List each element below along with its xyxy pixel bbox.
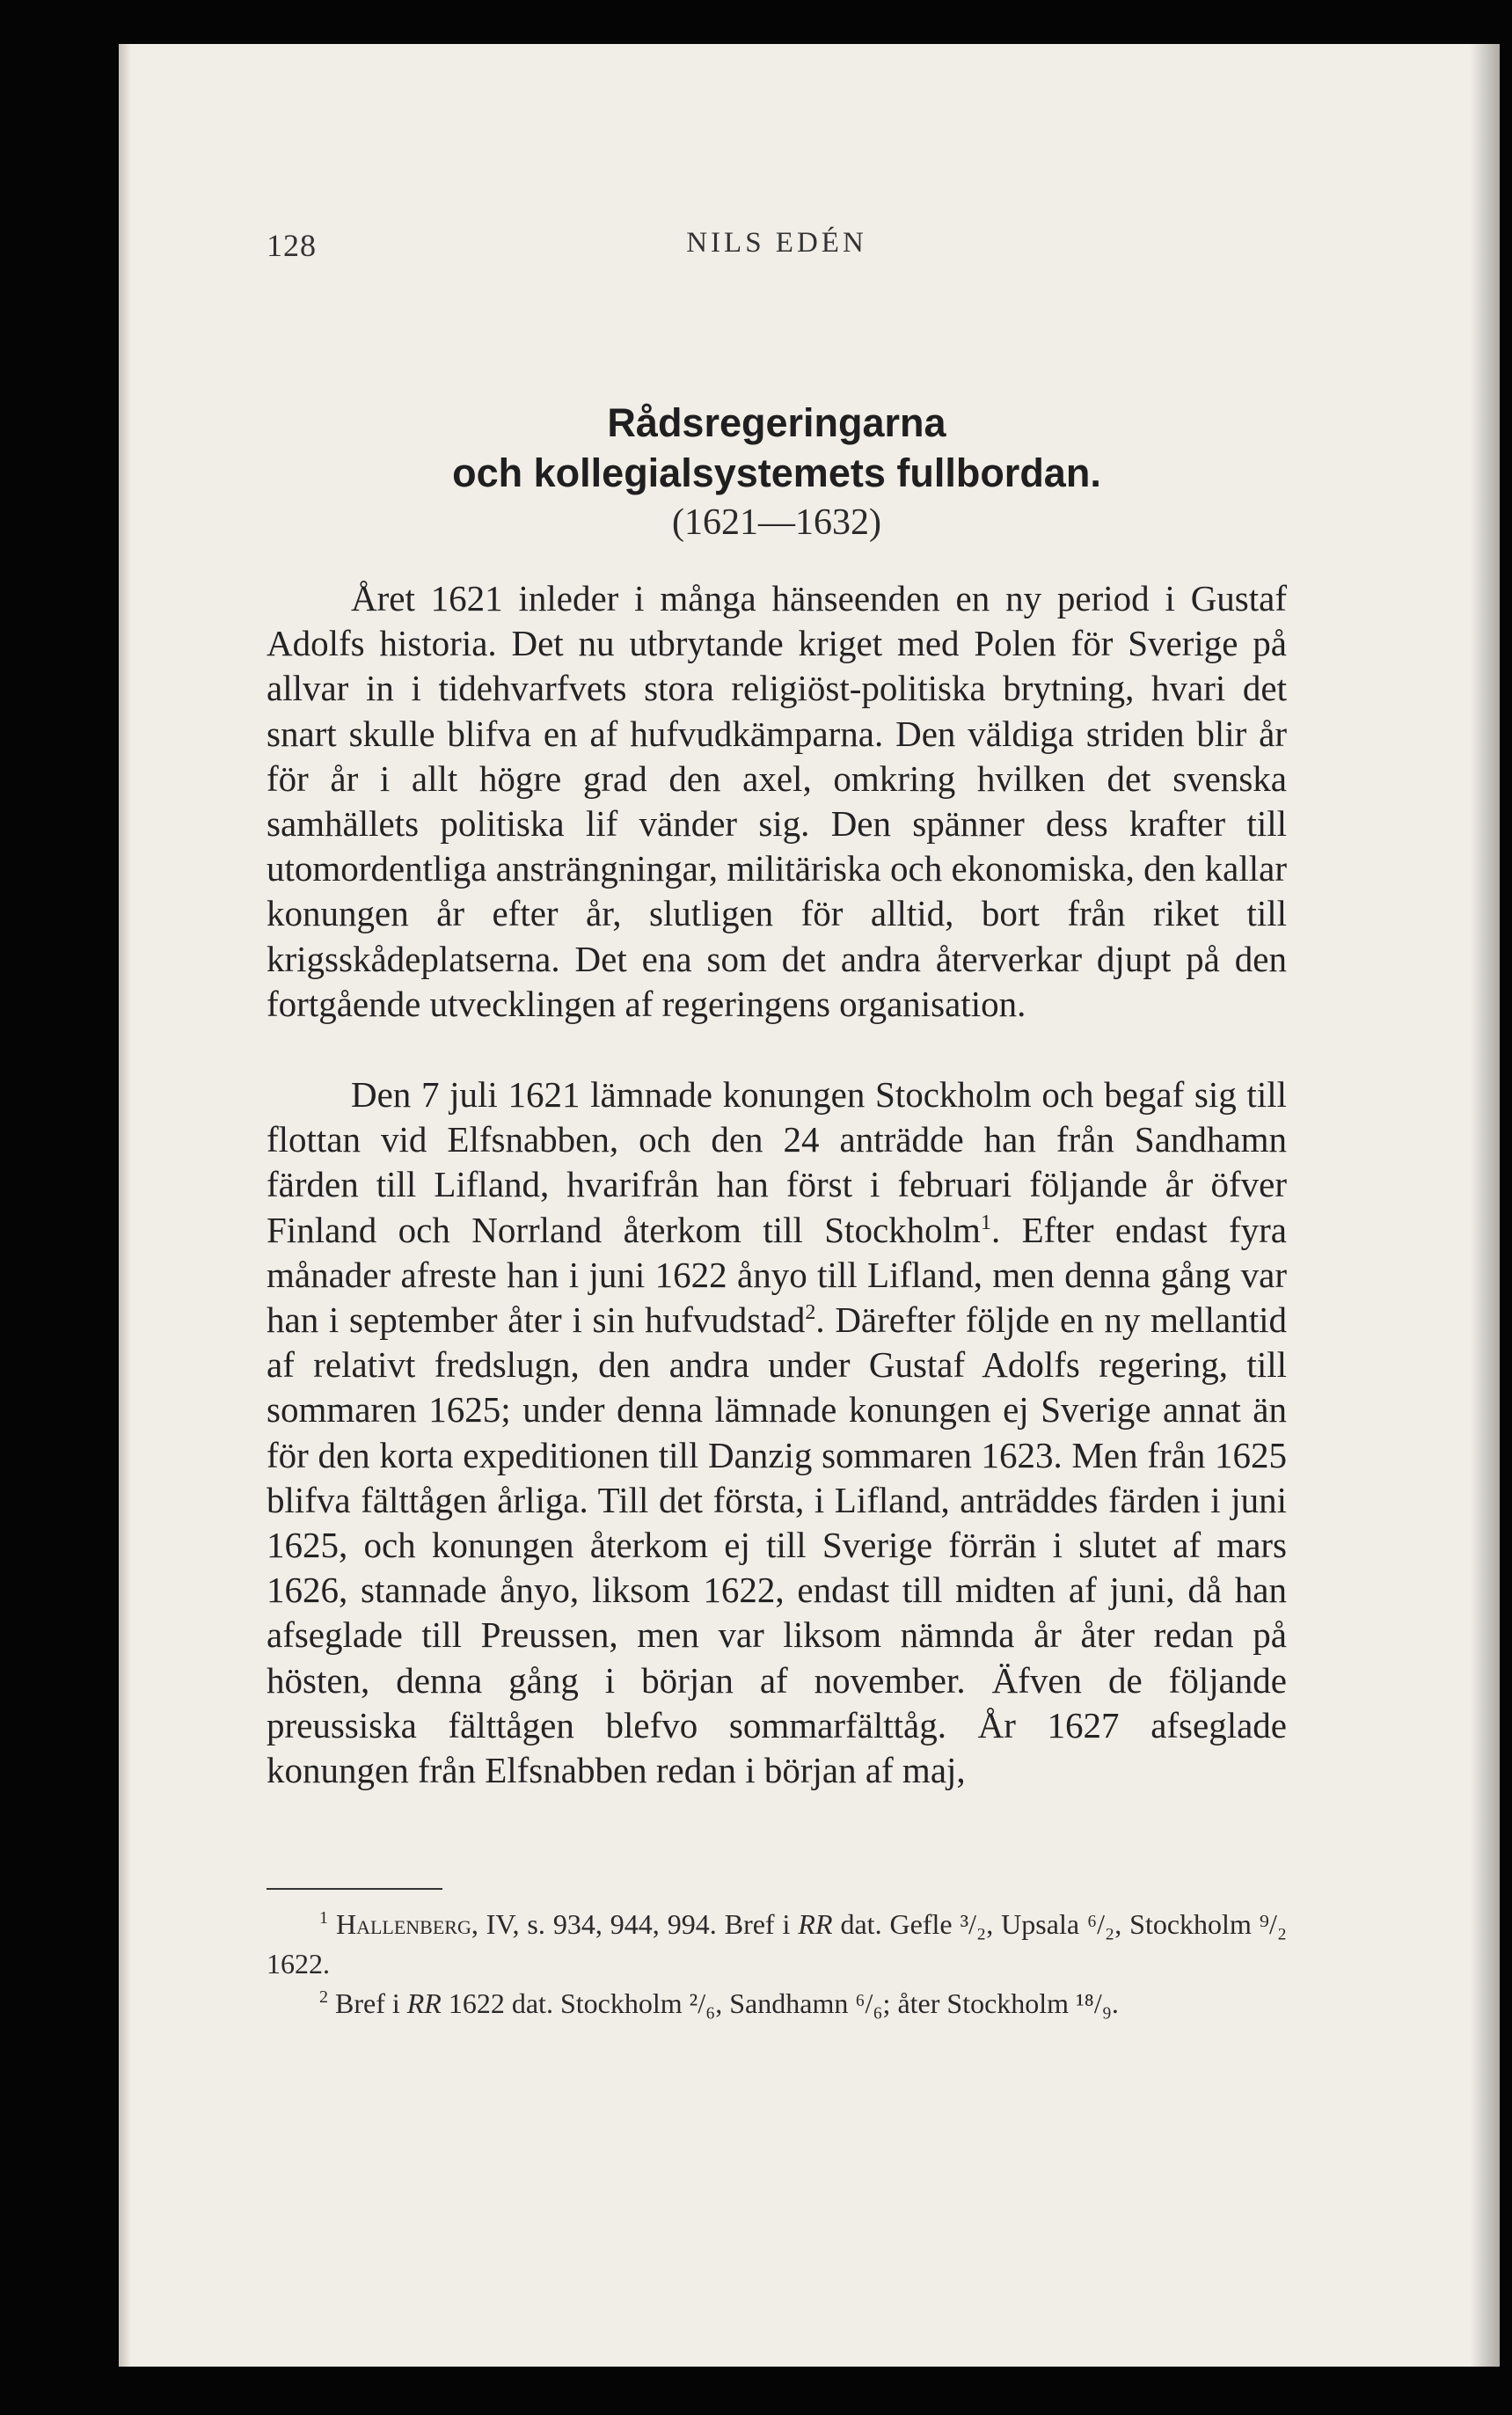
footnote-1-tail: dat. Gefle ³/₂, Upsala ⁶/₂, Stockholm ⁹/₂ 1622. (267, 1908, 1288, 1980)
page-number: 128 (267, 228, 317, 263)
page-gutter-shadow (1470, 44, 1500, 2367)
paragraph-1: Året 1621 inleder i många hänseenden en ny period i Gustaf Adolfs historia. Det nu utbrytande kriget med Polen för Sverige på allvar in i tidehvarfvets stora religiöst-politiska brytning, hvari det snart skulle blifva en af hufvudkämparna. Den väldiga striden blir år för år i allt högre grad den axel, omkring hvilken det svenska samhällets politiska lif vänder sig. Den spänner dess krafter till utomordentliga ansträngningar, militäriska och ekonomiska, den kallar konungen år efter år, slutligen för alltid, bort från riket till krigsskådeplatserna. Det ena som det andra återverkar djupt på den fortgående utvecklingen af regeringens organisation. (267, 578, 1287, 1024)
footnote-2-text: Bref i (328, 1987, 407, 2019)
footnote-2-tail: 1622 dat. Stockholm ²/₆, Sandhamn ⁶/₆; åter Stockholm ¹⁸/₉. (441, 1987, 1119, 2019)
footnote-1-marker: 1 (319, 1908, 328, 1928)
paragraph-2-part-1: Den 7 juli 1621 lämnade konungen Stockholm och begaf sig till flottan vid Elfsnabben, och den 24 anträdde han från Sandhamn färden till Lifland, hvarifrån han först i februari följande år öfver Finland och Norrland återkom till Stockholm (267, 1074, 1287, 1250)
footnote-2-marker: 2 (319, 1987, 328, 2007)
body-text (267, 576, 1287, 1793)
footnotes (267, 1905, 1287, 2023)
footnote-1-text: , IV, s. 934, 944, 994. Bref i (471, 1908, 799, 1940)
footnote-1-author: Hallenberg (335, 1908, 471, 1940)
footnote-ref-2[interactable]: 2 (805, 1301, 816, 1325)
title-line-1: Rådsregeringarna (607, 400, 946, 445)
page-header (267, 227, 1287, 271)
footnote-2-rr: RR (406, 1987, 442, 2019)
footnote-1-rr: RR (798, 1908, 833, 1940)
page-edge (119, 44, 131, 2367)
footnote-ref-1[interactable]: 1 (980, 1211, 991, 1234)
paragraph-2-part-2: . Efter endast fyra månader afreste han i juni 1622 ånyo till Lifland, men denna gång var han i september åter i sin hufvudstad (267, 1209, 1287, 1341)
footnote-rule (267, 1888, 442, 1890)
footnote-2 (267, 1984, 1287, 2023)
paragraph-2 (267, 1072, 1287, 1793)
chapter-title (267, 398, 1287, 547)
title-line-2: och kollegialsystemets fullbordan. (452, 450, 1101, 495)
running-head: NILS EDÉN (686, 227, 867, 259)
paragraph-2-part-3: . Därefter följde en ny mellantid af relativt fredslugn, den andra under Gustaf Adolfs regering, till sommaren 1625; under denna lämnade konungen ej Sverige annat än för den korta expeditionen till Danzig sommaren 1623. Men från 1625 blifva fälttågen årliga. Till det första, i Lifland, anträddes färden i juni 1625, och konungen återkom ej till Sverige förrän i slutet af mars 1626, stannade ånyo, liksom 1622, endast till midten af juni, då han afseglade till Preussen, men var liksom nämnda år åter redan på hösten, denna gång i början af november. Äfven de följande preussiska fälttågen blefvo sommarfälttåg. År 1627 afseglade konungen från Elfsnabben redan i början af maj, (267, 1299, 1287, 1791)
footnote-1 (267, 1905, 1287, 1984)
title-dates: (1621—1632) (672, 502, 881, 543)
